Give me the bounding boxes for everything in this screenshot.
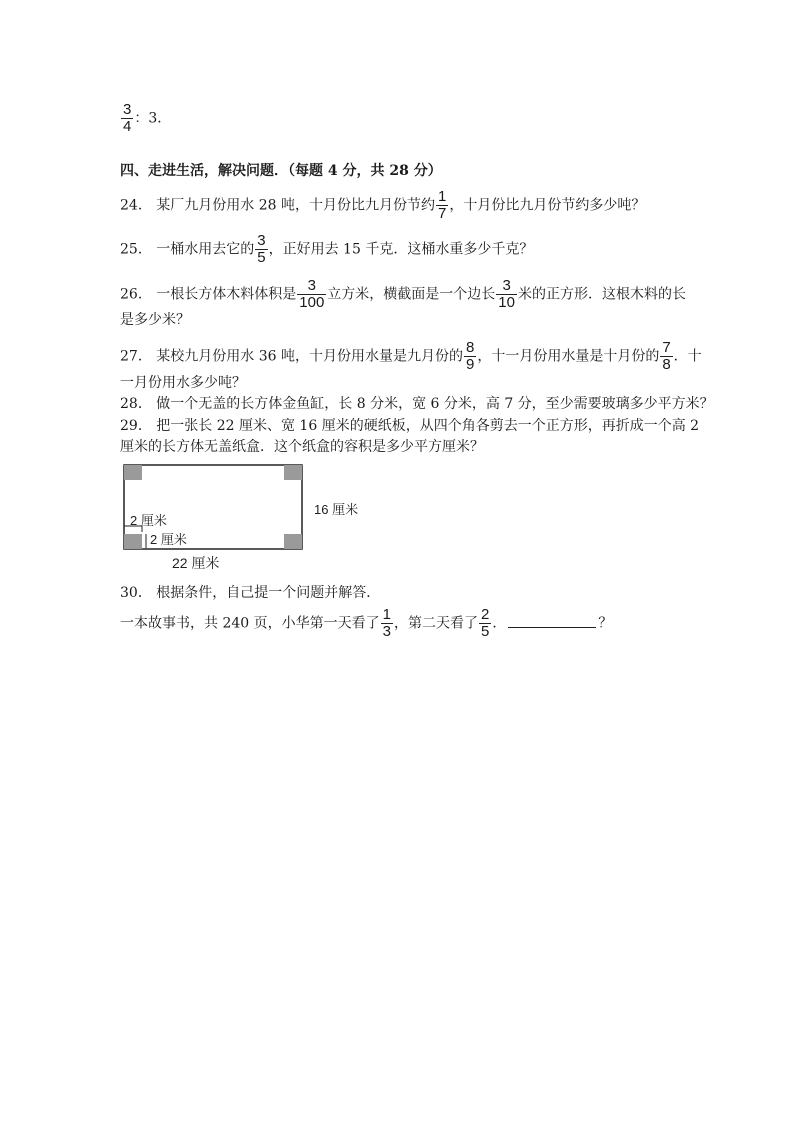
section-title: 四、走进生活，解决问题．（每题 4 分，共 28 分）: [120, 163, 442, 179]
question-30-body: 一本故事书，共 240 页，小华第一天看了 $\frac{1}{3}$ ，第二天看了 $\frac{2}{5}$ ． ？: [120, 606, 613, 640]
question-29-line2: 厘米的长方体无盖纸盒．这个纸盒的容积是多少平方厘米？: [120, 439, 484, 455]
corner-square-top-left: [124, 465, 142, 480]
question-29-line1: 29． 把一张长 22 厘米、宽 16 厘米的硬纸板，从四个角各剪去一个正方形，再折成一个高 2: [120, 418, 700, 434]
question-26: 26． 一根长方体木料体积是 $\frac{3}{100}$ 立方米，横截面是一个边长 $\frac{3}{10}$ 米的正方形．这根木料的长: [120, 277, 686, 311]
cardboard-diagram: [118, 462, 378, 574]
fraction: $\frac{2}{5}$: [480, 606, 490, 640]
fraction: $\frac{3}{10}$: [498, 277, 515, 311]
fraction: $\frac{1}{3}$: [382, 606, 391, 640]
question-26-cont: 是多少米？: [120, 312, 190, 328]
question-28: 28． 做一个无盖的长方体金鱼缸，长 8 分米，宽 6 分米，高 7 分，至少需要玻璃多少平方米？: [120, 396, 714, 412]
prev-answer-line: $\frac{3}{4}$ ：3．: [123, 101, 172, 135]
width-label: 16 厘米: [314, 502, 359, 517]
corner-square-bottom-left: [124, 534, 142, 549]
corner-square-bottom-right: [284, 534, 302, 549]
question-27-cont: 一月份用水多少吨？: [120, 375, 246, 391]
corner-square-top-right: [284, 465, 302, 480]
fraction: $\frac{3}{4}$: [123, 101, 132, 135]
corner-label-2: 2 厘米: [150, 532, 187, 547]
question-25: 25． 一桶水用去它的 $\frac{3}{5}$ ，正好用去 15 千克．这桶水重多少千克？: [120, 232, 534, 266]
fraction: $\frac{8}{9}$: [465, 339, 475, 373]
length-label: 22 厘米: [172, 555, 220, 571]
corner-label-1: 2 厘米: [130, 513, 167, 528]
fraction: $\frac{3}{100}$: [299, 277, 325, 311]
fraction: $\frac{7}{8}$: [662, 339, 671, 373]
question-30-title: 30． 根据条件，自己提一个问题并解答．: [120, 585, 381, 601]
answer-blank[interactable]: [508, 613, 596, 628]
question-27: 27． 某校九月份用水 36 吨，十月份用水量是九月份的 $\frac{8}{9}$ ，十一月份用水量是十月份的 $\frac{7}{8}$ ．十: [120, 339, 702, 373]
question-24: 24． 某厂九月份用水 28 吨，十月份比九月份节约 $\frac{1}{7}$ ，十月份比九月份节约多少吨？: [120, 188, 646, 222]
fraction: $\frac{1}{7}$: [437, 188, 447, 222]
fraction: $\frac{3}{5}$: [257, 232, 266, 266]
